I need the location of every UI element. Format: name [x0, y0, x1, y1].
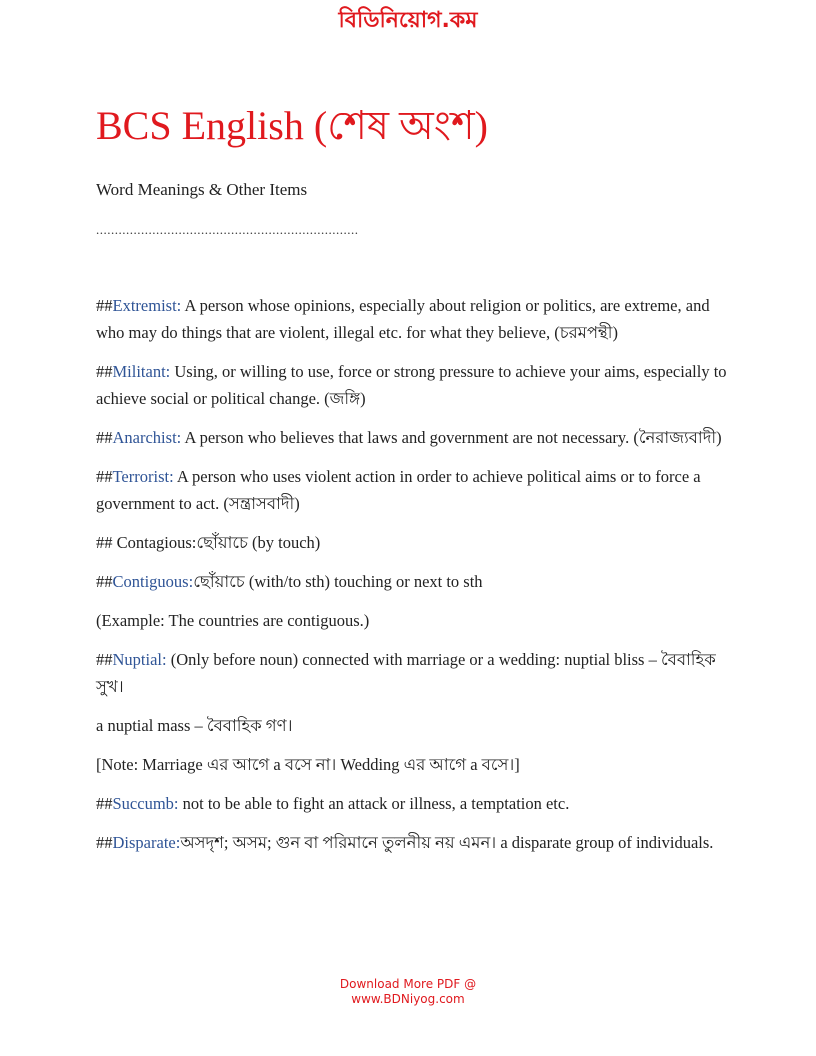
entry-body: [Note: Marriage এর আগে a বসে না। Wedding এর আগে a বসে।]: [96, 755, 520, 774]
entry-body: A person who believes that laws and government are not necessary. (নৈরাজ্যবাদী): [181, 428, 722, 447]
entry-prefix: ##: [96, 428, 113, 447]
entry-term: Disparate:: [112, 833, 181, 852]
list-item: [96, 463, 736, 517]
page-title: BCS English (শেষ অংশ): [96, 103, 488, 148]
entry-term: Contiguous:: [112, 572, 194, 591]
page-subtitle: Word Meanings & Other Items: [96, 180, 308, 199]
entry-body: (Only before noun) connected with marriage or a wedding: nuptial bliss – বৈবাহিক সুখ।: [96, 650, 716, 696]
entry-body: not to be able to fight an attack or illness, a temptation etc.: [178, 794, 570, 813]
entry-prefix: ##: [96, 572, 113, 591]
list-item: [96, 646, 736, 700]
entry-prefix: ##: [96, 833, 113, 852]
entry-term: Extremist:: [112, 296, 182, 315]
list-item: [96, 829, 736, 856]
entry-body: (Example: The countries are contiguous.): [96, 611, 370, 630]
list-item: [96, 424, 736, 451]
list-item: [96, 529, 736, 556]
entry-term: Militant:: [112, 362, 171, 381]
entry-term: Nuptial:: [112, 650, 167, 669]
entry-prefix: ##: [96, 296, 113, 315]
list-item: [96, 790, 736, 817]
entry-body: A person whose opinions, especially about religion or politics, are extreme, and who may do things that are violent, illegal etc. for what they believe, (চরমপন্থী): [96, 296, 710, 342]
list-item: [96, 607, 736, 634]
entry-prefix: ##: [96, 467, 113, 486]
document-body: [96, 100, 736, 868]
entry-body: অসদৃশ; অসম; গুন বা পরিমানে তুলনীয় নয় এমন। a disparate group of individuals.: [180, 833, 714, 852]
footer-website-link[interactable]: www.BDNiyog.com: [351, 992, 465, 1006]
list-item: [96, 712, 736, 739]
list-item: [96, 568, 736, 595]
list-item: [96, 358, 736, 412]
entry-body: a nuptial mass – বৈবাহিক গণ।: [96, 716, 293, 735]
entry-term: Terrorist:: [112, 467, 174, 486]
footer-download-text: Download More PDF @: [339, 977, 477, 991]
entry-body: Using, or willing to use, force or strong pressure to achieve your aims, especially to achieve social or political change. (জঙ্গি): [96, 362, 727, 408]
entry-body: ছোঁয়াচে (with/to sth) touching or next to sth: [193, 572, 483, 591]
entry-prefix: ##: [96, 794, 113, 813]
footer-promo: [0, 977, 816, 1007]
list-item: [96, 292, 736, 346]
entry-list: [96, 292, 736, 856]
dotted-divider: ......................................................................: [96, 222, 359, 237]
list-item: [96, 751, 736, 778]
entry-prefix: ##: [96, 650, 113, 669]
entry-term: Anarchist:: [112, 428, 182, 447]
entry-body: A person who uses violent action in order to achieve political aims or to force a government to act. (সন্ত্রাসবাদী): [96, 467, 701, 513]
entry-term: Succumb:: [112, 794, 179, 813]
site-header-logo: বিডিনিয়োগ.কম: [338, 8, 478, 33]
entry-prefix: ##: [96, 362, 113, 381]
entry-body: ## Contagious:ছোঁয়াচে (by touch): [96, 533, 321, 552]
